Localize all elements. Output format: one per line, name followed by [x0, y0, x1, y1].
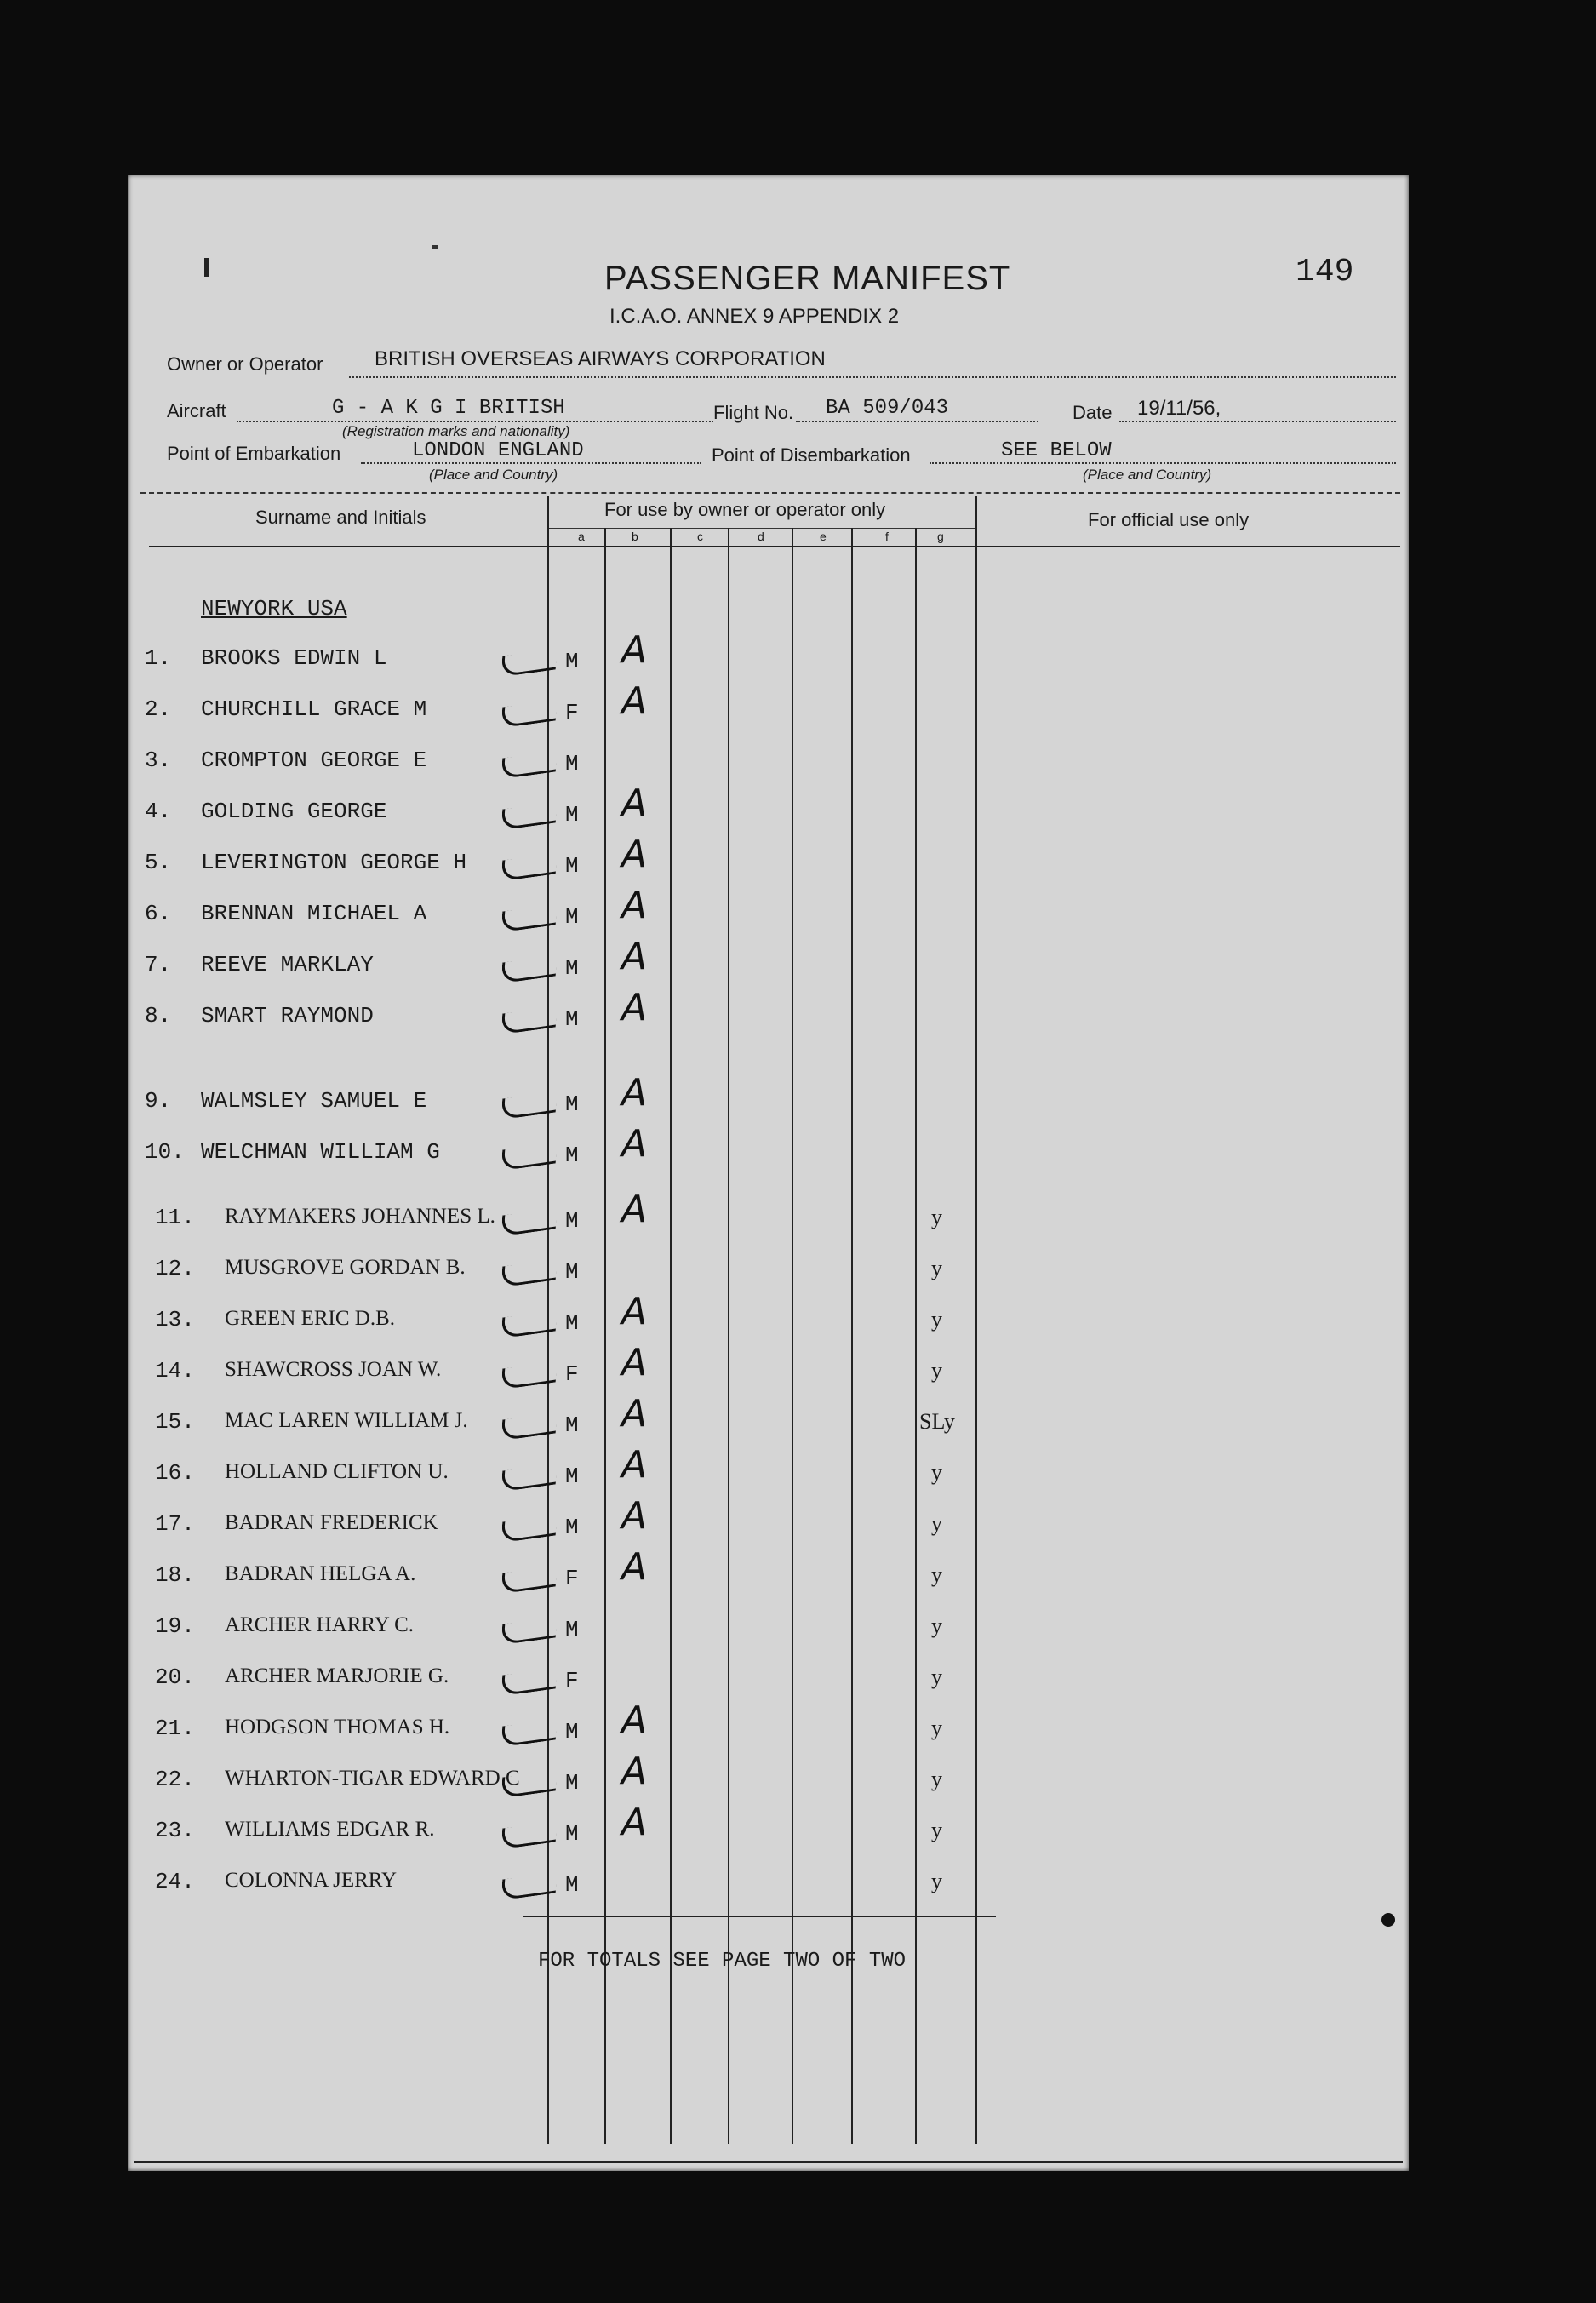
- subcol-b: b: [632, 530, 638, 543]
- passenger-name: GREEN ERIC D.B.: [225, 1307, 395, 1330]
- sex-code: M: [565, 1617, 579, 1642]
- handwritten-mark: A: [621, 986, 648, 1029]
- handwritten-mark: A: [621, 1122, 648, 1166]
- sex-code: M: [565, 1208, 579, 1234]
- owner-label: Owner or Operator: [167, 353, 323, 375]
- aircraft-underline: [237, 421, 713, 422]
- header-bottom-rule: [149, 546, 1400, 547]
- handwritten-mark: A: [621, 1443, 648, 1487]
- row-number: 23.: [155, 1818, 195, 1843]
- date-label: Date: [1073, 402, 1113, 423]
- col-g-mark: y: [931, 1664, 942, 1689]
- row-number: 24.: [155, 1869, 195, 1894]
- destination-heading: NEWYORK USA: [201, 596, 347, 622]
- col-g-mark: y: [931, 1562, 942, 1587]
- row-number: 20.: [155, 1664, 195, 1690]
- sex-code: M: [565, 1310, 579, 1336]
- row-number: 7.: [145, 952, 172, 977]
- col-g-mark: y: [931, 1358, 942, 1383]
- embark-label: Point of Embarkation: [167, 443, 341, 464]
- passenger-name: CROMPTON GEORGE E: [201, 748, 427, 773]
- row-number: 1.: [145, 645, 172, 671]
- sex-code: M: [565, 802, 579, 828]
- col-line: [975, 496, 977, 2144]
- embark-underline: [361, 462, 701, 464]
- subcol-a: a: [578, 530, 585, 543]
- col-official-header: For official use only: [1088, 509, 1250, 530]
- totals-rule: [523, 1916, 996, 1917]
- sex-code: M: [565, 904, 579, 930]
- flight-value: BA 509/043: [826, 397, 949, 420]
- row-number: 18.: [155, 1562, 195, 1588]
- flight-label: Flight No.: [713, 402, 794, 423]
- row-number: 16.: [155, 1460, 195, 1486]
- disembark-note: (Place and Country): [1083, 467, 1212, 483]
- handwritten-mark: A: [621, 1188, 648, 1231]
- sex-code: M: [565, 1412, 579, 1438]
- row-number: 4.: [145, 799, 172, 824]
- handwritten-mark: A: [621, 1341, 648, 1384]
- aircraft-note: (Registration marks and nationality): [342, 423, 570, 439]
- row-number: 11.: [155, 1205, 195, 1230]
- flight-underline: [796, 421, 1038, 422]
- col-name-header: Surname and Initials: [255, 507, 426, 528]
- row-number: 10.: [145, 1139, 185, 1165]
- passenger-name: LEVERINGTON GEORGE H: [201, 850, 467, 875]
- sex-code: F: [565, 1361, 579, 1387]
- handwritten-mark: A: [621, 782, 648, 825]
- sex-code: M: [565, 1515, 579, 1540]
- row-number: 3.: [145, 748, 172, 773]
- handwritten-mark: A: [621, 884, 648, 927]
- owner-value: BRITISH OVERSEAS AIRWAYS CORPORATION: [375, 347, 826, 370]
- row-number: 19.: [155, 1613, 195, 1639]
- handwritten-mark: A: [621, 1290, 648, 1333]
- sex-code: M: [565, 1464, 579, 1489]
- row-number: 12.: [155, 1256, 195, 1281]
- passenger-name: WHARTON-TIGAR EDWARD C: [225, 1767, 520, 1790]
- passenger-name: WALMSLEY SAMUEL E: [201, 1088, 427, 1114]
- col-g-mark: y: [931, 1460, 942, 1485]
- row-number: 13.: [155, 1307, 195, 1332]
- row-number: 14.: [155, 1358, 195, 1384]
- handwritten-mark: A: [621, 1699, 648, 1742]
- row-number: 22.: [155, 1767, 195, 1792]
- passenger-name: HODGSON THOMAS H.: [225, 1716, 450, 1739]
- passenger-name: SHAWCROSS JOAN W.: [225, 1358, 442, 1381]
- sex-code: M: [565, 1091, 579, 1117]
- embark-note: (Place and Country): [429, 467, 558, 483]
- col-line: [670, 528, 672, 2144]
- passenger-name: MAC LAREN WILLIAM J.: [225, 1409, 468, 1432]
- subcol-d: d: [758, 530, 764, 543]
- passenger-name: CHURCHILL GRACE M: [201, 696, 427, 722]
- sex-code: F: [565, 1566, 579, 1591]
- col-g-mark: SLy: [919, 1409, 955, 1434]
- header-top-rule: [140, 492, 1400, 494]
- col-g-mark: y: [931, 1511, 942, 1536]
- handwritten-mark: A: [621, 1801, 648, 1844]
- passenger-name: BADRAN HELGA A.: [225, 1562, 416, 1585]
- aircraft-label: Aircraft: [167, 400, 226, 421]
- sex-code: M: [565, 955, 579, 981]
- handwritten-mark: A: [621, 1392, 648, 1435]
- handwritten-mark: A: [621, 1545, 648, 1589]
- sex-code: M: [565, 1143, 579, 1168]
- col-g-mark: y: [931, 1869, 942, 1893]
- handwritten-mark: A: [621, 679, 648, 723]
- col-g-mark: y: [931, 1613, 942, 1638]
- passenger-name: BRENNAN MICHAEL A: [201, 901, 427, 926]
- subcol-g: g: [937, 530, 944, 543]
- subcol-e: e: [820, 530, 827, 543]
- disembark-underline: [930, 462, 1396, 464]
- sex-code: M: [565, 1821, 579, 1847]
- date-value: 19/11/56,: [1137, 397, 1221, 420]
- subcol-rule: [549, 528, 975, 529]
- handwritten-mark: A: [621, 1750, 648, 1793]
- col-g-mark: y: [931, 1716, 942, 1740]
- sex-code: M: [565, 751, 579, 776]
- subcol-c: c: [697, 530, 703, 543]
- row-number: 17.: [155, 1511, 195, 1537]
- passenger-name: BROOKS EDWIN L: [201, 645, 387, 671]
- handwritten-mark: A: [621, 1071, 648, 1114]
- handwritten-mark: A: [621, 628, 648, 672]
- col-owner-header: For use by owner or operator only: [604, 499, 886, 520]
- col-line: [792, 528, 793, 2144]
- date-underline: [1119, 421, 1396, 422]
- col-line: [728, 528, 729, 2144]
- passenger-name: SMART RAYMOND: [201, 1003, 374, 1028]
- passenger-name: ARCHER HARRY C.: [225, 1613, 415, 1636]
- row-number: 2.: [145, 696, 172, 722]
- disembark-label: Point of Disembarkation: [712, 444, 911, 466]
- passenger-name: ARCHER MARJORIE G.: [225, 1664, 449, 1687]
- passenger-name: RAYMAKERS JOHANNES L.: [225, 1205, 495, 1228]
- passenger-name: WELCHMAN WILLIAM G: [201, 1139, 440, 1165]
- disembark-value: SEE BELOW: [1001, 439, 1112, 462]
- sex-code: M: [565, 1872, 579, 1898]
- subcol-f: f: [885, 530, 889, 543]
- col-line: [604, 528, 606, 2144]
- embark-value: LONDON ENGLAND: [412, 439, 584, 462]
- passenger-name: HOLLAND CLIFTON U.: [225, 1460, 449, 1483]
- totals-note: FOR TOTALS SEE PAGE TWO OF TWO: [538, 1950, 907, 1973]
- row-number: 21.: [155, 1716, 195, 1741]
- sex-code: M: [565, 853, 579, 879]
- passenger-name: REEVE MARKLAY: [201, 952, 374, 977]
- col-g-mark: y: [931, 1818, 942, 1842]
- passenger-name: BADRAN FREDERICK: [225, 1511, 438, 1534]
- row-number: 6.: [145, 901, 172, 926]
- sex-code: M: [565, 1719, 579, 1744]
- passenger-name: GOLDING GEORGE: [201, 799, 387, 824]
- col-g-mark: y: [931, 1307, 942, 1332]
- col-g-mark: y: [931, 1205, 942, 1229]
- owner-underline: [349, 376, 1396, 378]
- sex-code: M: [565, 649, 579, 674]
- row-number: 5.: [145, 850, 172, 875]
- row-number: 15.: [155, 1409, 195, 1435]
- handwritten-mark: A: [621, 935, 648, 978]
- passenger-name: COLONNA JERRY: [225, 1869, 398, 1892]
- sex-code: F: [565, 1668, 579, 1693]
- passenger-name: WILLIAMS EDGAR R.: [225, 1818, 435, 1841]
- col-g-mark: y: [931, 1256, 942, 1280]
- footer-rule: [134, 2161, 1403, 2163]
- sex-code: F: [565, 700, 579, 725]
- page-title: PASSENGER MANIFEST: [604, 260, 1011, 297]
- punch-hole: [1381, 1913, 1395, 1927]
- punch-mark: [204, 258, 209, 277]
- sex-code: M: [565, 1259, 579, 1285]
- handwritten-mark: A: [621, 1494, 648, 1538]
- page-subtitle: I.C.A.O. ANNEX 9 APPENDIX 2: [609, 305, 900, 328]
- aircraft-value: G - A K G I BRITISH: [332, 397, 565, 420]
- sex-code: M: [565, 1006, 579, 1032]
- row-number: 9.: [145, 1088, 172, 1114]
- page-number: 149: [1296, 254, 1354, 290]
- col-g-mark: y: [931, 1767, 942, 1791]
- sex-code: M: [565, 1770, 579, 1796]
- row-number: 8.: [145, 1003, 172, 1028]
- handwritten-mark: A: [621, 833, 648, 876]
- passenger-name: MUSGROVE GORDAN B.: [225, 1256, 466, 1279]
- punch-mark: [432, 245, 438, 249]
- col-line: [915, 528, 917, 2144]
- col-line: [851, 528, 853, 2144]
